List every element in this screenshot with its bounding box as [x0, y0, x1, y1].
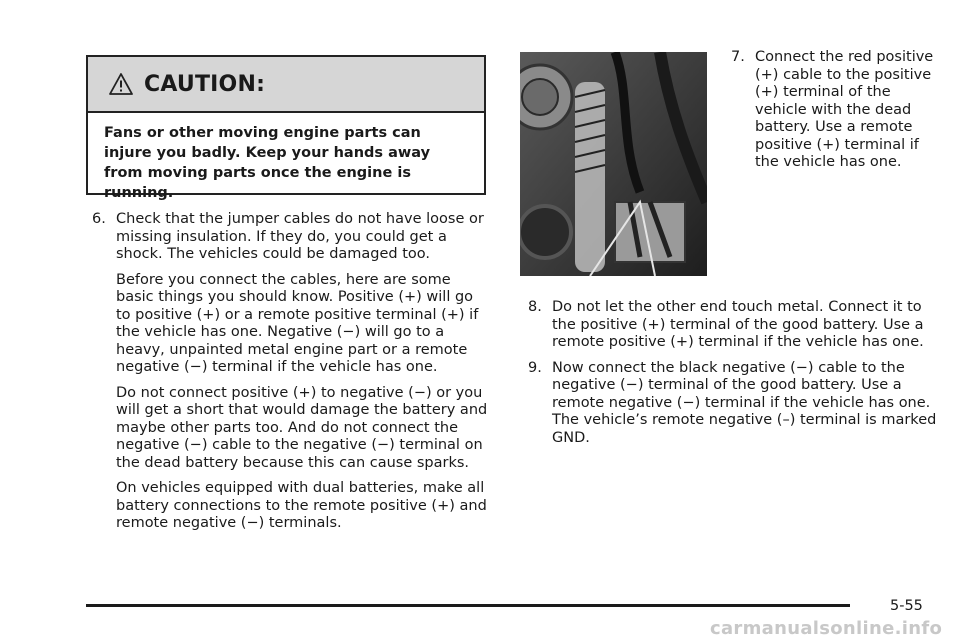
caution-box — [86, 55, 486, 201]
engine-illustration — [520, 52, 707, 276]
step-7-text: Connect the red positive (+) cable to the positive (+) terminal of the vehicle with the dead battery. Use a remote positive (+) terminal if the vehicle has one. — [755, 49, 934, 170]
caution-title: CAUTION: — [144, 71, 266, 97]
step-9 — [528, 360, 938, 448]
left-column — [92, 211, 492, 533]
step-8-text: Do not let the other end touch metal. Connect it to the positive (+) terminal of the good battery. Use a remote positive (+) terminal if the vehicle has one. — [552, 299, 924, 350]
footer-rule — [86, 604, 850, 607]
step-8 — [528, 299, 938, 352]
engine-photo — [520, 52, 707, 276]
step-6-paragraph-4: On vehicles equipped with dual batteries, make all battery connections to the remote positive (+) and remote negative (−) terminals. — [116, 480, 487, 531]
step-number: 6. — [92, 211, 106, 227]
warning-triangle-icon — [108, 72, 134, 96]
watermark: carmanualsonline.info — [710, 618, 943, 639]
step-number: 9. — [528, 359, 542, 376]
page-number: 5-55 — [890, 598, 923, 614]
right-column — [528, 299, 938, 447]
caution-header — [88, 57, 484, 113]
step-9-text: Now connect the black negative (−) cable to the negative (−) terminal of the good battery. Use a remote negative (−) terminal if the vehicle has one. The vehicle’s remote negative (–) terminal is marked GND. — [552, 359, 937, 446]
step-number: 8. — [528, 299, 542, 315]
caution-text: Fans or other moving engine parts can injure you badly. Keep your hands away from moving parts once the engine is running. — [104, 125, 431, 201]
step-number: 7. — [731, 49, 745, 65]
step-6 — [92, 211, 492, 533]
step-7 — [731, 49, 936, 172]
step-6-paragraph-3: Do not connect positive (+) to negative (−) or you will get a short that would damage the battery and maybe other parts too. And do not connect the negative (−) cable to the negative (−) terminal on the dead battery because this can cause sparks. — [116, 384, 488, 471]
step-6-paragraph-1: Check that the jumper cables do not have loose or missing insulation. If they do, you could get a shock. The vehicles could be damaged too. — [116, 211, 484, 262]
step-6-paragraph-2: Before you connect the cables, here are some basic things you should know. Positive (+) will go to positive (+) or a remote positive terminal (+) if the vehicle has one. Negative (−) will go to a heavy, unpainted metal engine part or a remote negative (−) terminal if the vehicle has one. — [116, 271, 479, 375]
